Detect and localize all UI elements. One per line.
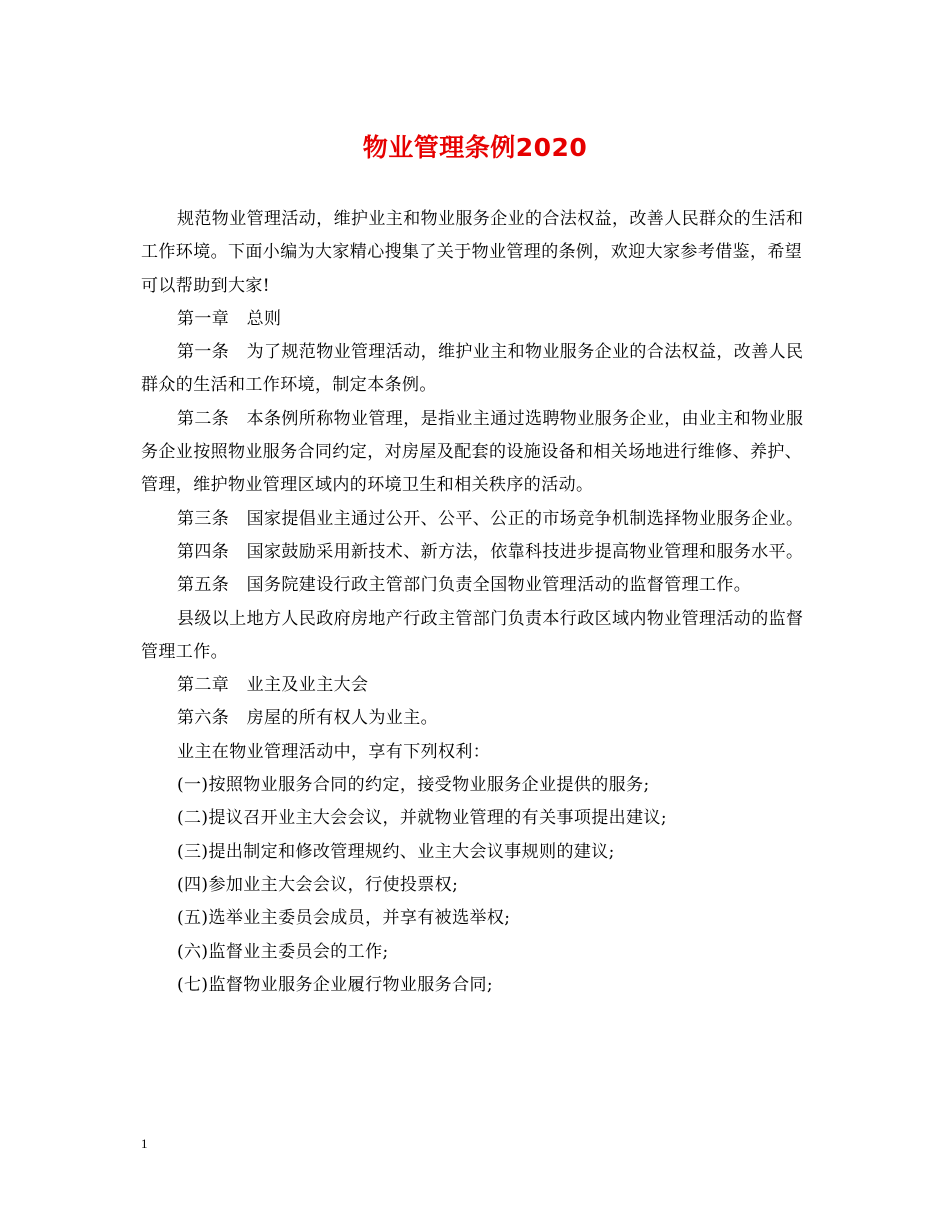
article-paragraph: 第二条 本条例所称物业管理，是指业主通过选聘物业服务企业，由业主和物业服务企业按照物业服务合同约定，对房屋及配套的设施设备和相关场地进行维修、养护、管理，维护物业管理区域内的环境卫生和相关秩序的活动。 bbox=[141, 408, 804, 496]
article-paragraph: 第六条 房屋的所有权人为业主。 bbox=[177, 708, 438, 729]
document-title: 物业管理条例2020 bbox=[362, 133, 588, 162]
article-paragraph: 第一条 为了规范物业管理活动，维护业主和物业服务企业的合法权益，改善人民群众的生活和工作环境，制定本条例。 bbox=[141, 342, 804, 396]
chapter-heading: 第二章 业主及业主大会 bbox=[177, 675, 369, 696]
list-item: (六)监督业主委员会的工作; bbox=[177, 941, 389, 962]
intro-paragraph: 规范物业管理活动，维护业主和物业服务企业的合法权益，改善人民群众的生活和工作环境。下面小编为大家精心搜集了关于物业管理的条例，欢迎大家参考借鉴，希望可以帮助到大家! bbox=[141, 209, 804, 296]
list-item: (一)按照物业服务合同的约定，接受物业服务企业提供的服务; bbox=[177, 775, 650, 796]
list-item: (七)监督物业服务企业履行物业服务合同; bbox=[177, 974, 493, 995]
article-paragraph: 第三条 国家提倡业主通过公开、公平、公正的市场竞争机制选择物业服务企业。 bbox=[177, 508, 804, 529]
article-paragraph: 第四条 国家鼓励采用新技术、新方法，依靠科技进步提高物业管理和服务水平。 bbox=[177, 541, 804, 562]
list-item: (三)提出制定和修改管理规约、业主大会议事规则的建议; bbox=[177, 841, 615, 862]
article-paragraph: 业主在物业管理活动中，享有下列权利： bbox=[177, 741, 491, 762]
article-paragraph: 第五条 国务院建设行政主管部门负责全国物业管理活动的监督管理工作。 bbox=[177, 575, 752, 596]
chapter-heading: 第一章 总则 bbox=[177, 308, 282, 329]
page-number: 1 bbox=[141, 1136, 148, 1151]
list-item: (二)提议召开业主大会会议，并就物业管理的有关事项提出建议; bbox=[177, 808, 667, 829]
list-item: (五)选举业主委员会成员，并享有被选举权; bbox=[177, 908, 511, 929]
document-body bbox=[141, 203, 813, 1002]
article-paragraph: 县级以上地方人民政府房地产行政主管部门负责本行政区域内物业管理活动的监督管理工作。 bbox=[141, 608, 804, 662]
list-item: (四)参加业主大会会议，行使投票权; bbox=[177, 874, 459, 895]
